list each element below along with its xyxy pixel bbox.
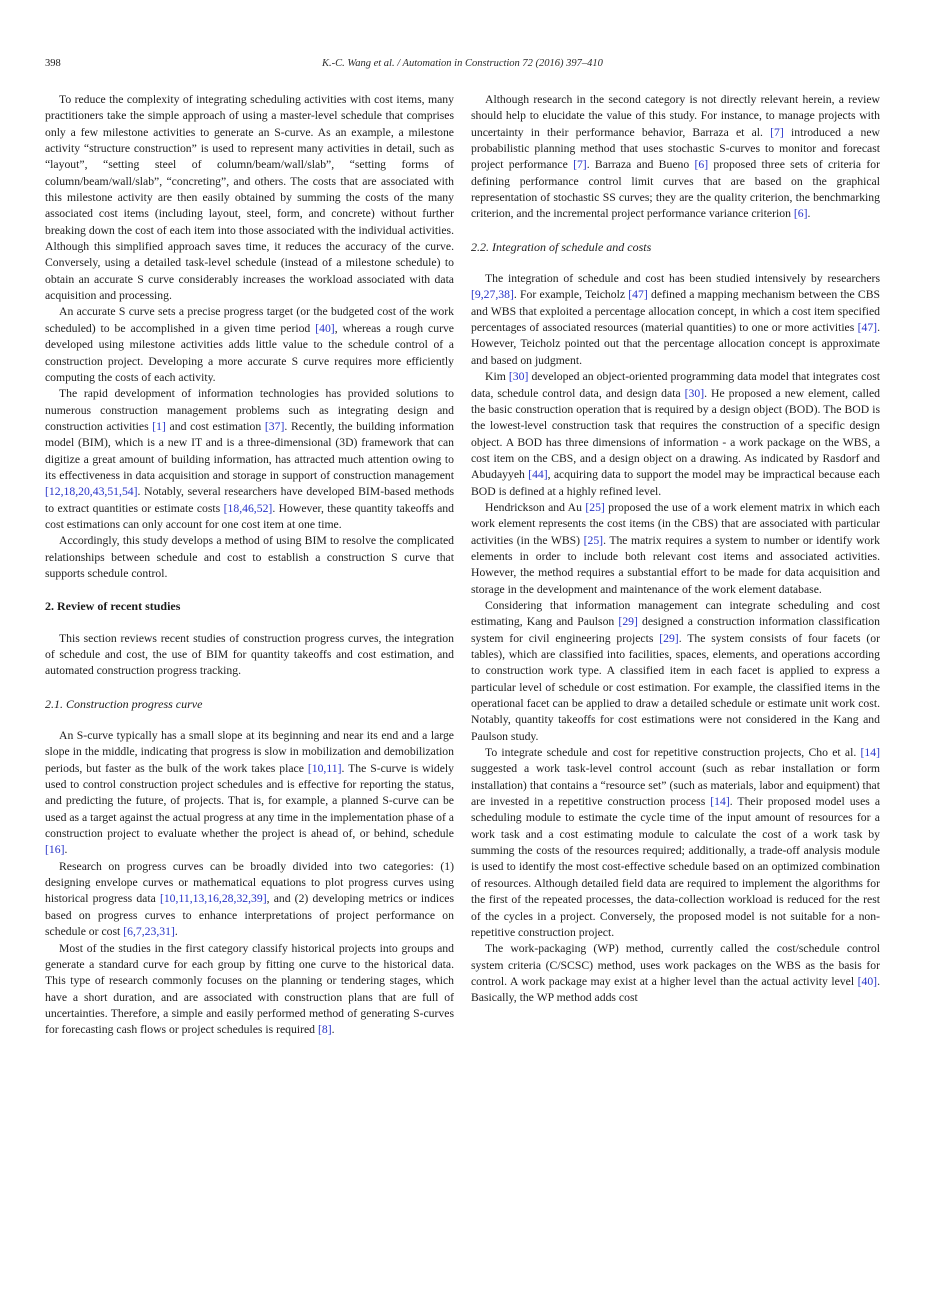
paragraph: Hendrickson and Au [25] proposed the use of a work element matrix in which each work element represents the cost items (in the CBS) that are associated with particular activities (in the WBS) [25]. The matrix requires a system to number or identify work elements in order to include both relevant cost items and associated activities. However, the method requires a substantial effort to be made for data acquisition and storage in the development and maintenance of the work element database.: [471, 500, 880, 596]
citation-link[interactable]: [10,11]: [307, 761, 342, 775]
citation-link[interactable]: [44]: [528, 468, 548, 482]
paragraph: The work-packaging (WP) method, currently called the cost/schedule control system criteria (C/SCSC) method, uses work packages on the WBS as the basis for control. A work package may exist at a higher level than the actual activity level [40]. Basically, the WP method adds cost: [471, 942, 880, 1005]
citation-link[interactable]: [25]: [583, 533, 604, 547]
citation-link[interactable]: [47]: [857, 321, 878, 335]
right-column: [471, 92, 880, 1039]
paragraph: Research on progress curves can be broadly divided into two categories: (1) designing envelope curves or mathematical equations to plot progress curves using historical progress data [10,11,13,16,28,32,39], and (2) developing metrics or indices based on progress curves to enhance interpretations of project performance on schedule or cost [6,7,23,31].: [45, 859, 454, 939]
paragraph: Most of the studies in the first category classify historical projects into groups and generate a standard curve for each group by fitting one curve to the historical data. This type of research commonly focuses on the planning or tendering stages, which have a short duration, and are associated with construction plans that are full of uncertainties. Therefore, a simple and easily performed method of generating S-curves for forecasting cash flows or project schedules is required [8].: [45, 941, 454, 1037]
citation-link[interactable]: [9,27,38]: [471, 288, 514, 302]
citation-link[interactable]: [14]: [860, 746, 880, 760]
citation-link[interactable]: [40]: [857, 974, 878, 988]
paragraph: Kim [30] developed an object-oriented programming data model that integrates cost data, schedule control data, and design data [30]. He proposed a new element, called the basic construction operation that is required by a design object (BOD). The BOD is the lowest-level construction task that requires the construction of a specific design object. A BOD has three dimensions of information - a work package on the WBS, a cost item on the CBS, and a design object on a drawing. As indicated by Rasdorf and Abudayyeh [44], acquiring data to support the model may be impractical because each BOD is defined at a highly refined level.: [471, 370, 881, 498]
citation-link[interactable]: [14]: [710, 795, 730, 809]
left-column: [45, 92, 454, 1039]
citation-link[interactable]: [25]: [585, 500, 605, 514]
citation-link[interactable]: [6,7,23,31]: [123, 925, 175, 939]
paragraph: Although research in the second category is not directly relevant herein, a review should help to elucidate the value of this study. For instance, to manage projects with uncertainty in their performance behavior, Barraza et al. [7] introduced a new probabilistic planning method that uses stochastic S-curves to monitor and forecast project performance [7]. Barraza and Bueno [6] proposed three sets of criteria for defining performance control limit curves that are based on the graphical representation of stochastic SS curves; they are the quality criterion, the benchmarking criterion, and the incremental project performance variance criterion [6].: [471, 93, 881, 221]
paragraph: The integration of schedule and cost has been studied intensively by researchers [9,27,38]. For example, Teicholz [47] defined a mapping mechanism between the CBS and WBS that exploited a percentage allocation concept, in which a cost item specified percentages of associated resources (material quantities) to one or more activities [47]. However, Teicholz pointed out that the percentage allocation concept is approximate and based on judgment.: [471, 272, 880, 367]
citation-link[interactable]: [29]: [618, 615, 638, 629]
citation-link[interactable]: [12,18,20,43,51,54]: [45, 485, 138, 499]
paragraph: To reduce the complexity of integrating scheduling activities with cost items, many practitioners take the simple approach of using a master-level schedule that comprises only a few milestone activities to generate an S-curve. As an example, a milestone activity “structure construction” is used to represent many activities in detail, such as “layout”, “setting steel of column/beam/wall/slab”, “setting forms of column/beam/wall/slab”, “concreting”, and others. The costs that are associated with this milestone activity are then easily obtained by summing the costs of the many associated cost items (including layout, steel, form, and concrete) without further breaking down the cost of each item into those associated with the individual activities. Although this simplified approach saves time, it reduces the accuracy of the curve. Conversely, using a detailed task-level schedule (instead of a milestone schedule) to obtain an accurate S curve considerably increases the workload associated with data acquisition and processing.: [45, 93, 454, 303]
citation-link[interactable]: [8]: [317, 1023, 332, 1037]
subsection-heading: 2.2. Integration of schedule and costs: [471, 239, 652, 254]
citation-link[interactable]: [18,46,52]: [223, 501, 273, 515]
citation-link[interactable]: [6]: [793, 207, 808, 221]
subsection-heading: 2.1. Construction progress curve: [45, 696, 203, 711]
citation-link[interactable]: [7]: [770, 125, 784, 139]
paragraph: Accordingly, this study develops a method of using BIM to resolve the complicated relationships between schedule and cost to establish a construction S curve that supports schedule control.: [45, 534, 454, 580]
paragraph: An accurate S curve sets a precise progress target (or the budgeted cost of the work scheduled) to be accomplished in a given time period [40], whereas a rough curve developed using milestone activities adds little value to the schedule control of a construction project. Developing a more accurate S curve requires more efficiently computing the costs of each activity.: [45, 305, 454, 384]
paragraph: Considering that information management can integrate scheduling and cost estimating, Kang and Paulson [29] designed a construction information classification system for civil engineering projects [29]. The system consists of four facets (or tables), which are classified into facilities, spaces, elements, and operations according to construction work type. A classified item in each facet is applied to express a particular level of schedule or cost estimation. For example, the classified items in the operational facet can be applied to draw a detailed schedule or estimate unit work cost. Notably, quantity takeoffs for cost estimations were not considered in the Kang and Paulson study.: [471, 598, 881, 743]
paragraph: An S-curve typically has a small slope at its beginning and near its end and a large slope in the middle, indicating that progress is slow in mobilization and demobilization periods, but faster as the bulk of the work takes place [10,11]. The S-curve is widely used to control construction project schedules and is effective for reporting the status, and predicting the future, of projects. That is, for example, a planned S-curve can be used as a target against the actual progress at any time in the implementation phase of a construction project to evaluate whether the project is ahead of, or behind, schedule [16].: [45, 729, 454, 857]
citation-link[interactable]: [1]: [152, 419, 166, 433]
paragraph: The rapid development of information technologies has provided solutions to numerous construction management problems such as integrating design and construction activities [1] and cost estimation [37]. Recently, the building information model (BIM), which is a new IT and is a three-dimensional (3D) framework that can digitize a great amount of building information, has attracted much attention owing to its effectiveness in data acquisition and storage in support of construction management [12,18,20,43,51,54]. Notably, several researchers have developed BIM-based methods to extract quantities or estimate costs [18,46,52]. However, these quantity takeoffs and cost estimations can only account for one cost item at one time.: [45, 387, 454, 531]
page-header: [45, 57, 880, 70]
citation-link[interactable]: [37]: [264, 419, 285, 433]
citation-link[interactable]: [30]: [684, 386, 705, 400]
section-heading: 2. Review of recent studies: [45, 599, 181, 614]
citation-link[interactable]: [47]: [628, 288, 648, 302]
citation-link[interactable]: [7]: [573, 158, 587, 172]
page-number: 398: [45, 58, 61, 69]
two-column-body: [45, 92, 880, 1039]
paragraph: To integrate schedule and cost for repetitive construction projects, Cho et al. [14] suggested a work task-level control account (such as rebar installation or form installation) that contains a “resource set” (such as materials, labor and equipment) that are invested in a repetitive construction process [14]. Their proposed model uses a scheduling module to estimate the cycle time of the input amount of resources for a work task and a cost estimating module to calculate the cost of a work task by summing the costs of the resources required; additionally, a trade-off analysis module is used to identify the most cost-effective schedule based on an optimized combination of resources. Although detailed field data are required to implement the algorithms for the first of the repeated processes, the data-collection workload is reduced for the rest of the cycles in a project. Conversely, the proposed model is not suitable for a non-repetitive construction project.: [471, 746, 881, 939]
paragraph: This section reviews recent studies of construction progress curves, the integration of schedule and cost, the use of BIM for quantity takeoffs and cost estimation, and automated construction progress tracking.: [45, 631, 454, 678]
citation-link[interactable]: [29]: [659, 631, 679, 645]
citation-link[interactable]: [6]: [694, 158, 709, 172]
citation-link[interactable]: [16]: [45, 843, 65, 857]
citation-link[interactable]: [30]: [508, 370, 529, 384]
running-head: K.-C. Wang et al. / Automation in Construction 72 (2016) 397–410: [322, 58, 603, 69]
citation-link[interactable]: [40]: [315, 321, 335, 335]
citation-link[interactable]: [10,11,13,16,28,32,39]: [159, 892, 267, 906]
paper-page: [0, 57, 925, 1291]
